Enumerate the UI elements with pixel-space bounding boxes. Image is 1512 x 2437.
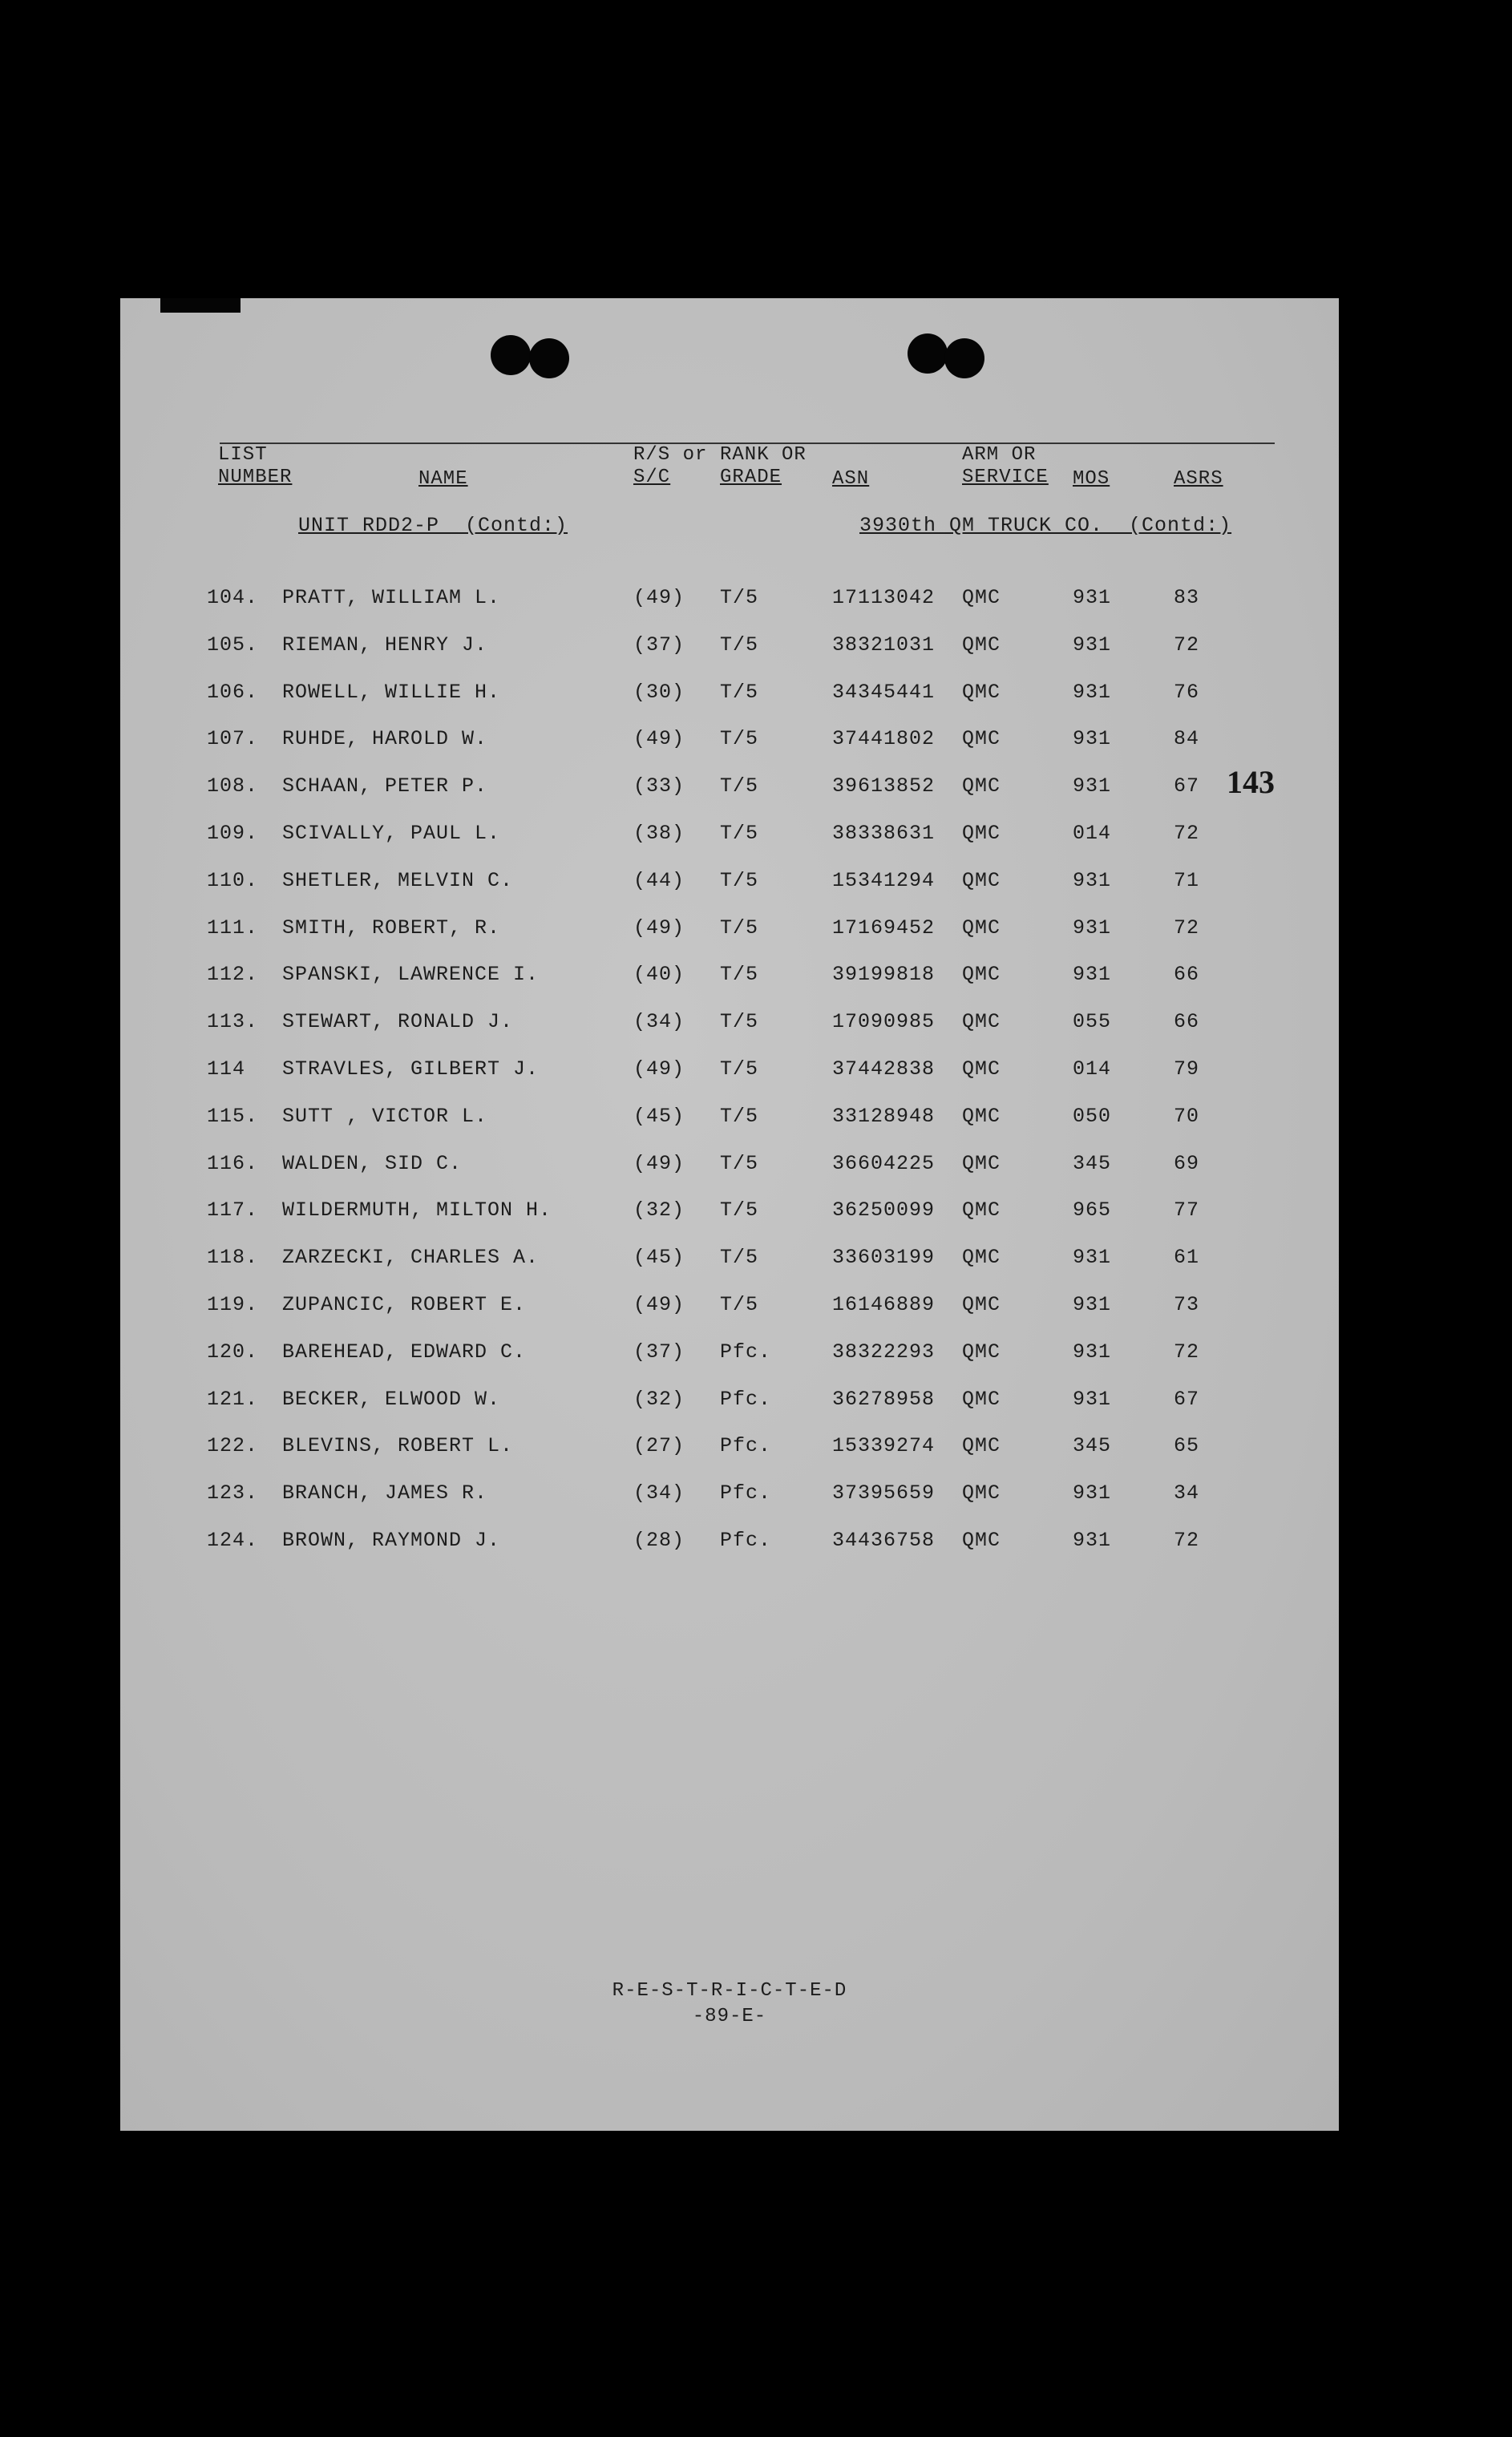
cell-name: ZUPANCIC, ROBERT E. [282, 1293, 527, 1316]
header-arm-line2: SERVICE [962, 467, 1049, 488]
cell-name: BRANCH, JAMES R. [282, 1481, 488, 1505]
cell-arm: QMC [962, 1104, 1001, 1128]
cell-grade: T/5 [720, 632, 759, 657]
unit-heading-right: 3930th QM TRUCK CO. (Contd:) [859, 514, 1232, 537]
cell-num: 104. [207, 586, 259, 609]
cell-rs: (32) [633, 1198, 685, 1223]
cell-rs: (44) [633, 868, 685, 892]
cell-arm: QMC [962, 1387, 1001, 1411]
cell-name: SCIVALLY, PAUL L. [282, 822, 501, 845]
cell-grade: T/5 [720, 1198, 759, 1223]
cell-name: ZARZECKI, CHARLES A. [282, 1246, 540, 1270]
cell-num: 121. [207, 1387, 259, 1411]
cell-asn: 15339274 [832, 1434, 936, 1458]
cell-grade: Pfc. [720, 1387, 772, 1411]
table-row [120, 1384, 1339, 1416]
cell-num: 110. [207, 868, 259, 892]
cell-grade: Pfc. [720, 1434, 772, 1458]
cell-asn: 37441802 [832, 727, 936, 751]
cell-rs: (38) [633, 822, 685, 845]
cell-asrs: 67 [1174, 774, 1200, 798]
cell-grade: T/5 [720, 1293, 759, 1316]
cell-grade: T/5 [720, 963, 759, 987]
cell-asrs: 77 [1174, 1198, 1200, 1223]
cell-mos: 965 [1073, 1198, 1112, 1223]
cell-asn: 34345441 [832, 680, 936, 704]
cell-name: BAREHEAD, EDWARD C. [282, 1340, 527, 1364]
cell-asn: 33128948 [832, 1104, 936, 1128]
footer-restricted: R-E-S-T-R-I-C-T-E-D [612, 1980, 847, 2002]
cell-mos: 014 [1073, 822, 1112, 845]
table-row [120, 1430, 1339, 1462]
table-row [120, 1101, 1339, 1133]
cell-asrs: 79 [1174, 1057, 1200, 1081]
header-asrs: ASRS [1174, 468, 1223, 490]
unit-heading-left: UNIT RDD2-P (Contd:) [298, 514, 568, 537]
cell-asrs: 71 [1174, 868, 1200, 892]
table-row [120, 1194, 1339, 1227]
cell-asn: 17169452 [832, 915, 936, 940]
cell-mos: 931 [1073, 1246, 1112, 1270]
cell-asrs: 65 [1174, 1434, 1200, 1458]
table-row [120, 1053, 1339, 1085]
cell-rs: (45) [633, 1246, 685, 1270]
cell-arm: QMC [962, 632, 1001, 657]
cell-asrs: 61 [1174, 1246, 1200, 1270]
cell-name: WILDERMUTH, MILTON H. [282, 1198, 552, 1223]
table-row [120, 818, 1339, 850]
table-row [120, 1006, 1339, 1038]
cell-asrs: 72 [1174, 915, 1200, 940]
cell-rs: (40) [633, 963, 685, 987]
cell-name: BECKER, ELWOOD W. [282, 1387, 501, 1411]
cell-grade: T/5 [720, 1104, 759, 1128]
table-row [120, 865, 1339, 897]
cell-asrs: 72 [1174, 822, 1200, 845]
cell-mos: 931 [1073, 1529, 1112, 1552]
cell-name: STEWART, RONALD J. [282, 1010, 514, 1034]
cell-rs: (33) [633, 774, 685, 798]
cell-asrs: 72 [1174, 1340, 1200, 1364]
cell-asn: 39199818 [832, 963, 936, 987]
cell-asn: 34436758 [832, 1529, 936, 1552]
header-arm-line1: ARM OR [962, 444, 1037, 466]
cell-name: RUHDE, HAROLD W. [282, 727, 488, 751]
cell-arm: QMC [962, 774, 1001, 798]
cell-asn: 38322293 [832, 1340, 936, 1364]
cell-asrs: 84 [1174, 727, 1200, 751]
cell-arm: QMC [962, 1340, 1001, 1364]
cell-arm: QMC [962, 1434, 1001, 1458]
binder-tab [160, 298, 241, 313]
cell-asn: 37442838 [832, 1057, 936, 1081]
cell-mos: 931 [1073, 1481, 1112, 1505]
cell-name: SHETLER, MELVIN C. [282, 868, 514, 892]
cell-grade: T/5 [720, 1010, 759, 1034]
cell-num: 106. [207, 680, 259, 704]
cell-asn: 16146889 [832, 1293, 936, 1316]
table-row [120, 629, 1339, 661]
cell-mos: 345 [1073, 1151, 1112, 1175]
cell-arm: QMC [962, 1293, 1001, 1316]
cell-arm: QMC [962, 1057, 1001, 1081]
header-list-line2: NUMBER [218, 467, 293, 488]
cell-mos: 931 [1073, 727, 1112, 751]
cell-grade: T/5 [720, 680, 759, 704]
cell-asn: 17090985 [832, 1010, 936, 1034]
cell-asn: 17113042 [832, 586, 936, 609]
cell-arm: QMC [962, 1151, 1001, 1175]
cell-rs: (49) [633, 1293, 685, 1316]
cell-mos: 931 [1073, 915, 1112, 940]
cell-asn: 38338631 [832, 822, 936, 845]
cell-name: RIEMAN, HENRY J. [282, 632, 488, 657]
cell-num: 119. [207, 1293, 259, 1316]
cell-mos: 931 [1073, 868, 1112, 892]
table-row [120, 912, 1339, 944]
cell-arm: QMC [962, 1481, 1001, 1505]
cell-grade: T/5 [720, 915, 759, 940]
cell-num: 113. [207, 1010, 259, 1034]
cell-mos: 931 [1073, 632, 1112, 657]
cell-asrs: 72 [1174, 1529, 1200, 1552]
cell-grade: T/5 [720, 586, 759, 609]
cell-name: PRATT, WILLIAM L. [282, 586, 501, 609]
cell-mos: 014 [1073, 1057, 1112, 1081]
cell-num: 108. [207, 774, 259, 798]
table-row [120, 1336, 1339, 1368]
cell-name: BLEVINS, ROBERT L. [282, 1434, 514, 1458]
cell-mos: 050 [1073, 1104, 1112, 1128]
cell-asrs: 73 [1174, 1293, 1200, 1316]
cell-rs: (45) [633, 1104, 685, 1128]
cell-grade: T/5 [720, 774, 759, 798]
cell-rs: (34) [633, 1010, 685, 1034]
punch-hole [529, 338, 569, 378]
cell-arm: QMC [962, 868, 1001, 892]
cell-name: SPANSKI, LAWRENCE I. [282, 963, 540, 987]
cell-asn: 36278958 [832, 1387, 936, 1411]
cell-arm: QMC [962, 915, 1001, 940]
cell-num: 123. [207, 1481, 259, 1505]
cell-grade: Pfc. [720, 1340, 772, 1364]
cell-name: STRAVLES, GILBERT J. [282, 1057, 540, 1081]
cell-mos: 345 [1073, 1434, 1112, 1458]
cell-rs: (49) [633, 727, 685, 751]
header-rs-line2: S/C [633, 467, 671, 488]
cell-arm: QMC [962, 727, 1001, 751]
cell-num: 116. [207, 1151, 259, 1175]
table-row [120, 582, 1339, 614]
cell-rs: (30) [633, 680, 685, 704]
cell-grade: Pfc. [720, 1481, 772, 1505]
cell-name: SUTT , VICTOR L. [282, 1104, 488, 1128]
cell-num: 112. [207, 963, 259, 987]
punch-hole [944, 338, 984, 378]
cell-num: 117. [207, 1198, 259, 1223]
cell-arm: QMC [962, 963, 1001, 987]
cell-grade: T/5 [720, 1057, 759, 1081]
cell-asrs: 70 [1174, 1104, 1200, 1128]
cell-asrs: 83 [1174, 586, 1200, 609]
cell-asn: 33603199 [832, 1246, 936, 1270]
cell-num: 115. [207, 1104, 259, 1128]
cell-grade: T/5 [720, 1151, 759, 1175]
cell-num: 118. [207, 1246, 259, 1270]
cell-rs: (37) [633, 1340, 685, 1364]
cell-asn: 15341294 [832, 868, 936, 892]
header-name: NAME [418, 468, 468, 490]
cell-asrs: 67 [1174, 1387, 1200, 1411]
cell-arm: QMC [962, 586, 1001, 609]
header-mos: MOS [1073, 468, 1110, 490]
cell-grade: T/5 [720, 727, 759, 751]
side-page-number: 143 [1227, 764, 1275, 800]
cell-arm: QMC [962, 680, 1001, 704]
cell-asn: 36250099 [832, 1198, 936, 1223]
table-row [120, 1477, 1339, 1509]
footer-page-number: -89-E- [692, 2006, 767, 2027]
cell-num: 114 [207, 1057, 246, 1081]
cell-mos: 931 [1073, 774, 1112, 798]
cell-mos: 931 [1073, 963, 1112, 987]
cell-rs: (49) [633, 586, 685, 609]
cell-rs: (34) [633, 1481, 685, 1505]
punch-hole [491, 335, 531, 375]
cell-arm: QMC [962, 1246, 1001, 1270]
cell-arm: QMC [962, 1198, 1001, 1223]
header-list-line1: LIST [218, 444, 268, 466]
header-rs-line1: R/S or [633, 444, 708, 466]
table-row [120, 959, 1339, 991]
table-row [120, 1242, 1339, 1274]
cell-name: WALDEN, SID C. [282, 1151, 463, 1175]
cell-mos: 931 [1073, 1293, 1112, 1316]
cell-rs: (32) [633, 1387, 685, 1411]
cell-asrs: 66 [1174, 1010, 1200, 1034]
cell-rs: (27) [633, 1434, 685, 1458]
cell-asrs: 72 [1174, 632, 1200, 657]
cell-grade: T/5 [720, 822, 759, 845]
cell-num: 111. [207, 915, 259, 940]
cell-grade: T/5 [720, 1246, 759, 1270]
cell-num: 124. [207, 1529, 259, 1552]
cell-asn: 37395659 [832, 1481, 936, 1505]
table-row [120, 677, 1339, 709]
cell-grade: T/5 [720, 868, 759, 892]
document-page [120, 298, 1339, 2131]
cell-rs: (49) [633, 915, 685, 940]
cell-asn: 39613852 [832, 774, 936, 798]
header-asn: ASN [832, 468, 870, 490]
cell-rs: (49) [633, 1057, 685, 1081]
cell-name: SCHAAN, PETER P. [282, 774, 488, 798]
cell-rs: (49) [633, 1151, 685, 1175]
table-row [120, 723, 1339, 755]
cell-arm: QMC [962, 1010, 1001, 1034]
cell-arm: QMC [962, 822, 1001, 845]
cell-name: BROWN, RAYMOND J. [282, 1529, 501, 1552]
cell-num: 107. [207, 727, 259, 751]
cell-mos: 055 [1073, 1010, 1112, 1034]
cell-asrs: 34 [1174, 1481, 1200, 1505]
cell-mos: 931 [1073, 1340, 1112, 1364]
table-row [120, 770, 1339, 802]
cell-rs: (37) [633, 632, 685, 657]
cell-asn: 36604225 [832, 1151, 936, 1175]
header-rank-line1: RANK OR [720, 444, 807, 466]
header-rank-line2: GRADE [720, 467, 782, 488]
punch-hole [908, 333, 948, 374]
cell-num: 105. [207, 632, 259, 657]
cell-num: 122. [207, 1434, 259, 1458]
cell-mos: 931 [1073, 1387, 1112, 1411]
cell-name: SMITH, ROBERT, R. [282, 915, 501, 940]
cell-asrs: 69 [1174, 1151, 1200, 1175]
cell-asrs: 76 [1174, 680, 1200, 704]
cell-grade: Pfc. [720, 1529, 772, 1552]
cell-asn: 38321031 [832, 632, 936, 657]
cell-rs: (28) [633, 1529, 685, 1552]
cell-name: ROWELL, WILLIE H. [282, 680, 501, 704]
table-row [120, 1148, 1339, 1180]
table-row [120, 1289, 1339, 1321]
cell-num: 120. [207, 1340, 259, 1364]
table-row [120, 1525, 1339, 1557]
cell-mos: 931 [1073, 586, 1112, 609]
cell-asrs: 66 [1174, 963, 1200, 987]
cell-mos: 931 [1073, 680, 1112, 704]
cell-num: 109. [207, 822, 259, 845]
cell-arm: QMC [962, 1529, 1001, 1552]
